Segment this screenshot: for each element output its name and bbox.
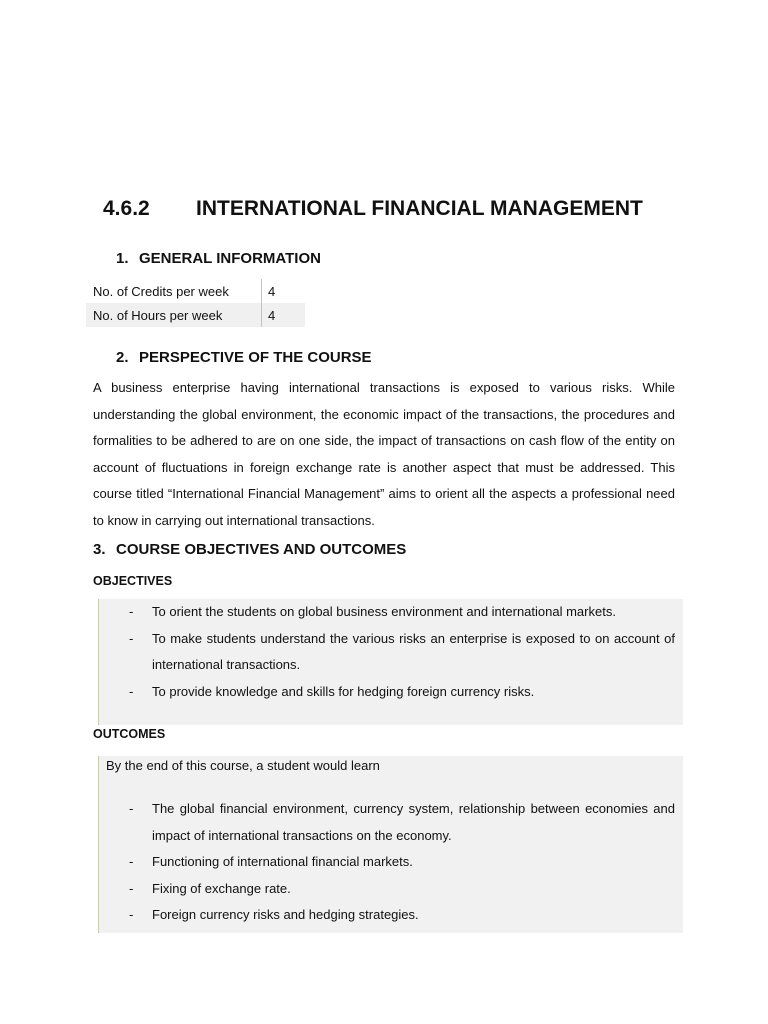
outcomes-label: OUTCOMES bbox=[93, 727, 166, 741]
list-item bbox=[99, 796, 683, 849]
objectives-list bbox=[99, 599, 683, 705]
outcomes-lead: By the end of this course, a student would learn bbox=[106, 758, 380, 773]
outcome-text: Functioning of international financial markets. bbox=[152, 854, 413, 870]
objectives-outcomes-heading bbox=[93, 541, 406, 558]
list-item bbox=[99, 902, 683, 929]
objective-text: To provide knowledge and skills for hedging foreign currency risks. bbox=[152, 683, 535, 699]
outcome-text: The global financial environment, currency system, relationship between economies and impact of international transactions on the economy. bbox=[152, 801, 675, 843]
objectives-outcomes-title: COURSE OBJECTIVES AND OUTCOMES bbox=[116, 541, 407, 558]
bullet-dash: - bbox=[129, 907, 134, 923]
list-item bbox=[99, 679, 683, 706]
credits-value: 4 bbox=[268, 283, 276, 299]
general-info-title: GENERAL INFORMATION bbox=[139, 250, 321, 267]
objective-text: To orient the students on global business environment and international markets. bbox=[152, 604, 616, 619]
objectives-outcomes-number: 3. bbox=[93, 541, 106, 558]
bullet-dash: - bbox=[129, 683, 134, 699]
hours-value: 4 bbox=[268, 307, 276, 323]
list-item bbox=[99, 876, 683, 903]
outcome-text: Fixing of exchange rate. bbox=[152, 880, 291, 896]
general-info-table bbox=[86, 279, 305, 327]
section-number: 4.6.2 bbox=[103, 197, 150, 220]
list-item bbox=[99, 849, 683, 876]
objectives-box bbox=[98, 599, 683, 725]
bullet-dash: - bbox=[129, 880, 134, 896]
hours-label: No. of Hours per week bbox=[93, 307, 223, 323]
objectives-label: OBJECTIVES bbox=[93, 574, 173, 588]
bullet-dash: - bbox=[129, 854, 134, 870]
perspective-heading bbox=[116, 349, 372, 366]
perspective-paragraph: A business enterprise having international transactions is exposed to various risks. While understanding the global environment, the economic impact of the transactions, the procedures and formalities to be adhered to are on one side, the impact of transactions on cash flow of the entity on account of fluctuations in foreign exchange rate is another aspect that must be addressed. This course titled “International Financial Management” aims to orient all the aspects a professional need to know in carrying out international transactions. bbox=[93, 380, 675, 528]
general-info-number: 1. bbox=[116, 250, 129, 267]
perspective-title: PERSPECTIVE OF THE COURSE bbox=[139, 349, 372, 366]
bullet-dash: - bbox=[129, 630, 134, 646]
section-title bbox=[103, 197, 703, 221]
list-item bbox=[99, 599, 683, 626]
table-row bbox=[86, 279, 305, 303]
outcomes-list bbox=[99, 796, 683, 929]
objective-text: To make students understand the various risks an enterprise is exposed to on account of international transactions. bbox=[152, 630, 675, 673]
perspective-number: 2. bbox=[116, 349, 129, 366]
section-heading: INTERNATIONAL FINANCIAL MANAGEMENT bbox=[196, 197, 643, 220]
outcome-text: Foreign currency risks and hedging strategies. bbox=[152, 907, 419, 923]
credits-label: No. of Credits per week bbox=[93, 283, 229, 299]
bullet-dash: - bbox=[129, 604, 134, 619]
table-row bbox=[86, 303, 305, 327]
list-item bbox=[99, 626, 683, 679]
general-info-heading bbox=[116, 250, 321, 267]
outcomes-box bbox=[98, 756, 683, 933]
bullet-dash: - bbox=[129, 801, 134, 816]
